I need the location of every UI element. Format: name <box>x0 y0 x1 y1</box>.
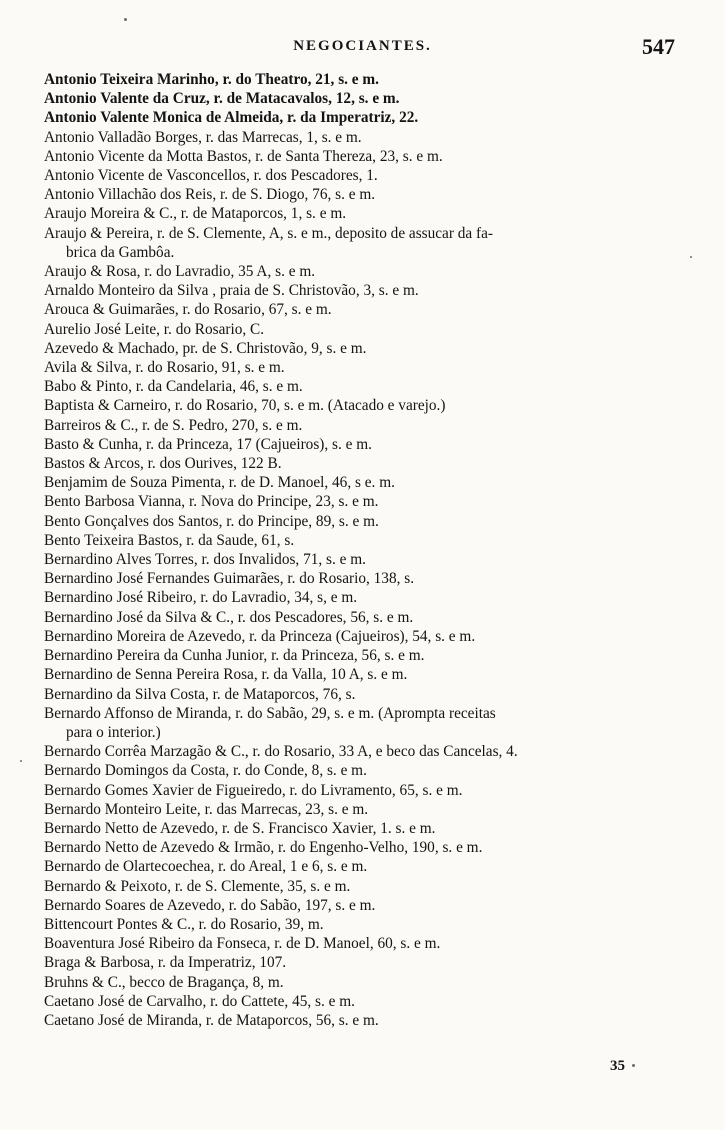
directory-entry <box>44 569 684 588</box>
directory-entry <box>44 435 684 454</box>
entry-text: Antonio Valente Monica de Almeida, r. da Imperatriz, 22. <box>44 109 419 127</box>
entry-text: Bernardino de Senna Pereira Rosa, r. da Valla, 10 A, s. e m. <box>44 666 408 684</box>
directory-entry <box>44 838 684 857</box>
entry-text: Araujo & Rosa, r. do Lavradio, 35 A, s. e m. <box>44 263 316 281</box>
entry-text: Bernardino José da Silva & C., r. dos Pescadores, 56, s. e m. <box>44 608 414 626</box>
entry-text: Benjamim de Souza Pimenta, r. de D. Manoel, 46, s e. m. <box>44 474 395 492</box>
entry-text: Braga & Barbosa, r. da Imperatriz, 107. <box>44 954 287 972</box>
paper-speck <box>632 1064 635 1067</box>
directory-entry <box>44 454 684 473</box>
directory-entry <box>44 89 684 108</box>
page-header <box>0 34 725 64</box>
entry-text: Bernardo Netto de Azevedo, r. de S. Francisco Xavier, 1. s. e m. <box>44 819 436 837</box>
directory-entry <box>44 896 684 915</box>
directory-entry <box>44 320 684 339</box>
directory-entry <box>44 685 684 704</box>
entry-text: Bernardo Soares de Azevedo, r. do Sabão, 197, s. e m. <box>44 896 376 914</box>
entry-text: Bernardino da Silva Costa, r. de Mataporcos, 76, s. <box>44 685 356 703</box>
entry-continuation: para o interior.) <box>66 723 161 741</box>
directory-entry <box>44 627 684 646</box>
entry-text: Bento Teixeira Bastos, r. da Saude, 61, s. <box>44 531 295 549</box>
page-number: 547 <box>642 34 675 59</box>
entry-text: Arouca & Guimarães, r. do Rosario, 67, s. e m. <box>44 301 332 319</box>
directory-entry <box>44 857 684 876</box>
entry-text: Bento Barbosa Vianna, r. Nova do Principe, 23, s. e m. <box>44 493 379 511</box>
directory-entry <box>44 781 684 800</box>
entry-text: Araujo Moreira & C., r. de Mataporcos, 1, s. e m. <box>44 205 347 223</box>
entry-text: Bento Gonçalves dos Santos, r. do Principe, 89, s. e m. <box>44 512 379 530</box>
directory-entry <box>44 473 684 492</box>
directory-listing <box>44 70 684 1030</box>
directory-entry <box>44 512 684 531</box>
directory-entry <box>44 665 684 684</box>
entry-text: Baptista & Carneiro, r. do Rosario, 70, s. e m. (Atacado e varejo.) <box>44 397 446 415</box>
entry-text: Boaventura José Ribeiro da Fonseca, r. de D. Manoel, 60, s. e m. <box>44 935 441 953</box>
directory-entry <box>44 915 684 934</box>
entry-text: Bernardo Monteiro Leite, r. das Marrecas, 23, s. e m. <box>44 800 369 818</box>
entry-text: Bernardo de Olartecoechea, r. do Areal, 1 e 6, s. e m. <box>44 858 368 876</box>
entry-text: Araujo & Pereira, r. de S. Clemente, A, s. e m., deposito de assucar da fa- <box>44 224 494 242</box>
directory-entry <box>44 608 684 627</box>
directory-entry <box>44 262 684 281</box>
directory-entry <box>44 339 684 358</box>
directory-entry <box>44 588 684 607</box>
signature-mark: 35 <box>610 1058 625 1074</box>
directory-entry <box>44 531 684 550</box>
directory-entry <box>44 819 684 838</box>
entry-text: Bernardo Affonso de Miranda, r. do Sabão, 29, s. e m. (Aprompta receitas <box>44 704 496 722</box>
paper-speck <box>124 18 127 21</box>
directory-entry <box>44 492 684 511</box>
directory-entry <box>44 185 684 204</box>
directory-entry <box>44 953 684 972</box>
directory-entry <box>44 742 684 761</box>
entry-text: Bernardino Alves Torres, r. dos Invalidos, 71, s. e m. <box>44 551 366 569</box>
directory-entry <box>44 877 684 896</box>
entry-text: Bernardo Domingos da Costa, r. do Conde, 8, s. e m. <box>44 762 367 780</box>
entry-text: Antonio Vicente de Vasconcellos, r. dos Pescadores, 1. <box>44 167 378 185</box>
directory-entry <box>44 377 684 396</box>
entry-text: Arnaldo Monteiro da Silva , praia de S. Christovão, 3, s. e m. <box>44 282 419 300</box>
entry-text: Bernardo Corrêa Marzagão & C., r. do Rosario, 33 A, e beco das Cancelas, 4. <box>44 743 518 761</box>
directory-entry <box>44 300 684 319</box>
entry-text: Azevedo & Machado, pr. de S. Christovão, 9, s. e m. <box>44 339 367 357</box>
directory-entry <box>44 973 684 992</box>
directory-entry <box>44 934 684 953</box>
entry-text: Bastos & Arcos, r. dos Ourives, 122 B. <box>44 455 282 473</box>
entry-text: Avila & Silva, r. do Rosario, 91, s. e m. <box>44 359 285 377</box>
entry-text: Antonio Vicente da Motta Bastos, r. de Santa Thereza, 23, s. e m. <box>44 147 443 165</box>
entry-text: Bernardino Pereira da Cunha Junior, r. da Princeza, 56, s. e m. <box>44 647 425 665</box>
entry-continuation: brica da Gambôa. <box>66 243 175 261</box>
directory-entry <box>44 761 684 780</box>
entry-text: Bernardino José Ribeiro, r. do Lavradio, 34, s, e m. <box>44 589 358 607</box>
directory-entry <box>44 646 684 665</box>
entry-text: Bittencourt Pontes & C., r. do Rosario, 39, m. <box>44 915 324 933</box>
entry-text: Bernardo Netto de Azevedo & Irmão, r. do Engenho-Velho, 190, s. e m. <box>44 839 483 857</box>
entry-text: Bernardo Gomes Xavier de Figueiredo, r. do Livramento, 65, s. e m. <box>44 781 463 799</box>
entry-text: Caetano José de Miranda, r. de Mataporcos, 56, s. e m. <box>44 1011 379 1029</box>
entry-text: Caetano José de Carvalho, r. do Cattete, 45, s. e m. <box>44 992 355 1010</box>
directory-entry <box>44 800 684 819</box>
directory-entry <box>44 358 684 377</box>
entry-text: Basto & Cunha, r. da Princeza, 17 (Cajueiros), s. e m. <box>44 435 372 453</box>
entry-text: Antonio Valente da Cruz, r. de Matacavalos, 12, s. e m. <box>44 90 400 108</box>
directory-entry <box>44 147 684 166</box>
entry-text: Bruhns & C., becco de Bragança, 8, m. <box>44 973 284 991</box>
directory-entry <box>44 128 684 147</box>
directory-entry <box>44 281 684 300</box>
entry-text: Antonio Villachão dos Reis, r. de S. Diogo, 76, s. e m. <box>44 186 376 204</box>
directory-entry <box>44 204 684 223</box>
entry-text: Babo & Pinto, r. da Candelaria, 46, s. e m. <box>44 378 303 396</box>
directory-entry <box>44 166 684 185</box>
directory-entry <box>44 550 684 569</box>
paper-speck <box>20 760 22 762</box>
directory-entry <box>44 224 684 262</box>
paper-speck <box>690 256 692 258</box>
directory-entry <box>44 992 684 1011</box>
directory-entry <box>44 108 684 127</box>
entry-text: Barreiros & C., r. de S. Pedro, 270, s. e m. <box>44 416 303 434</box>
directory-entry <box>44 396 684 415</box>
entry-text: Bernardino José Fernandes Guimarães, r. do Rosario, 138, s. <box>44 570 415 588</box>
entry-text: Bernardo & Peixoto, r. de S. Clemente, 35, s. e m. <box>44 877 351 895</box>
entry-text: Aurelio José Leite, r. do Rosario, C. <box>44 320 265 338</box>
directory-entry <box>44 70 684 89</box>
directory-entry <box>44 704 684 742</box>
entry-text: Antonio Teixeira Marinho, r. do Theatro, 21, s. e m. <box>44 71 379 88</box>
page-title: NEGOCIANTES. <box>293 38 432 54</box>
directory-entry <box>44 1011 684 1030</box>
entry-text: Bernardino Moreira de Azevedo, r. da Princeza (Cajueiros), 54, s. e m. <box>44 627 476 645</box>
directory-entry <box>44 416 684 435</box>
entry-text: Antonio Valladão Borges, r. das Marrecas, 1, s. e m. <box>44 128 362 146</box>
